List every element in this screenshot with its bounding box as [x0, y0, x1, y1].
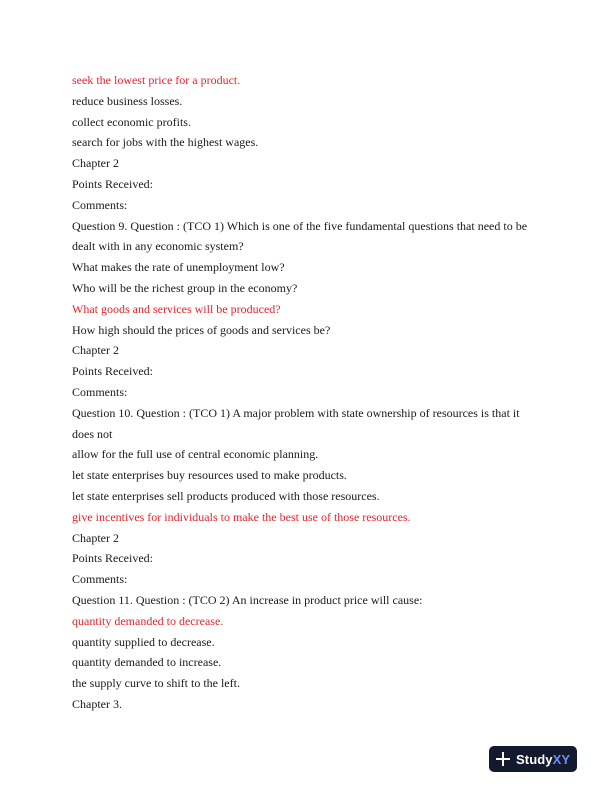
- plus-icon: [496, 752, 510, 766]
- text-line: dealt with in any economic system?: [72, 239, 244, 254]
- text-line: let state enterprises buy resources used to make products.: [72, 468, 347, 483]
- text-line: Question 10. Question : (TCO 1) A major problem with state ownership of resources is that it: [72, 405, 520, 420]
- highlighted-answer-line: give incentives for individuals to make the best use of those resources.: [72, 509, 411, 524]
- text-line: Chapter 3.: [72, 696, 122, 711]
- text-line: collect economic profits.: [72, 114, 191, 129]
- text-line: Chapter 2: [72, 156, 119, 171]
- brand-name: [516, 752, 570, 767]
- text-line: the supply curve to shift to the left.: [72, 676, 240, 691]
- text-line: What makes the rate of unemployment low?: [72, 260, 285, 275]
- highlighted-answer-line: seek the lowest price for a product.: [72, 73, 241, 87]
- text-line: Question 9. Question : (TCO 1) Which is one of the five fundamental questions that need to be: [72, 218, 528, 233]
- text-line: quantity demanded to increase.: [72, 655, 222, 670]
- text-line: Comments:: [72, 197, 128, 212]
- text-line: quantity supplied to decrease.: [72, 634, 215, 649]
- text-line: allow for the full use of central economic planning.: [72, 447, 319, 462]
- highlighted-answer-line: What goods and services will be produced?: [72, 301, 281, 316]
- text-line: reduce business losses.: [72, 93, 183, 108]
- text-line: search for jobs with the highest wages.: [72, 135, 259, 150]
- text-line: Who will be the richest group in the economy?: [72, 280, 298, 295]
- text-line: let state enterprises sell products produced with those resources.: [72, 488, 380, 503]
- document-body: [72, 70, 542, 715]
- text-line: Question 11. Question : (TCO 2) An increase in product price will cause:: [72, 592, 423, 607]
- text-line: How high should the prices of goods and services be?: [72, 322, 331, 337]
- brand-study: Study: [516, 751, 553, 767]
- text-line: Comments:: [72, 572, 128, 587]
- text-line: Comments:: [72, 384, 128, 399]
- text-line: Points Received:: [72, 364, 153, 379]
- highlighted-answer-line: quantity demanded to decrease.: [72, 613, 224, 628]
- brand-xy: XY: [552, 751, 571, 767]
- text-line: Chapter 2: [72, 530, 119, 545]
- text-line: Chapter 2: [72, 343, 119, 358]
- studyxy-logo-badge[interactable]: [489, 746, 577, 772]
- text-line: Points Received:: [72, 551, 153, 566]
- text-line: does not: [72, 426, 113, 441]
- text-line: Points Received:: [72, 176, 153, 191]
